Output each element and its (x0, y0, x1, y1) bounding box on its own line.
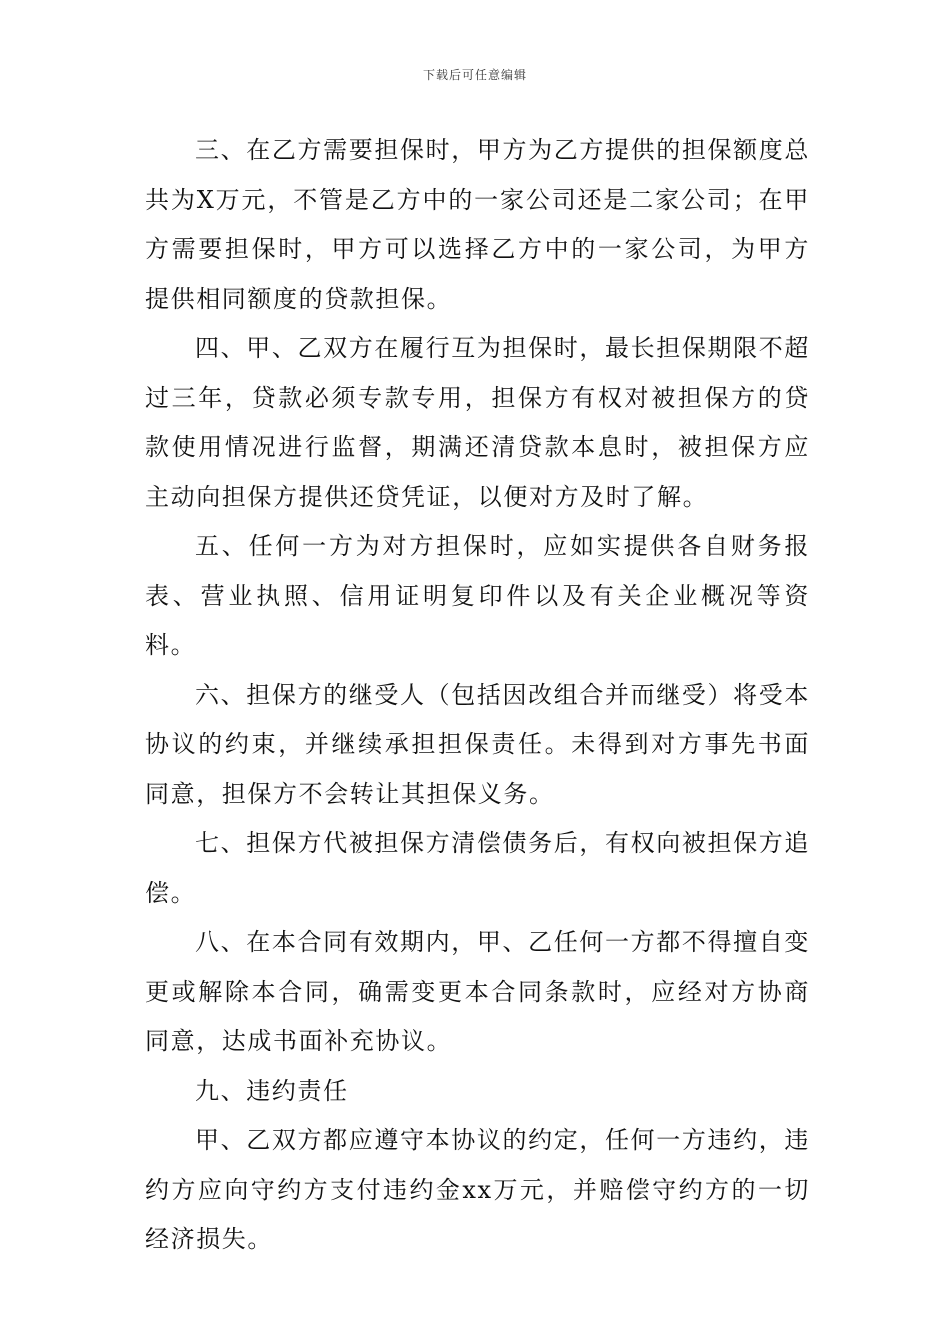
paragraph-clause-8: 八、在本合同有效期内，甲、乙任何一方都不得擅自变更或解除本合同，确需变更本合同条款时，应经对方协商同意，达成书面补充协议。 (145, 928, 810, 1055)
paragraph-clause-9-body: 甲、乙双方都应遵守本协议的约定，任何一方违约，违约方应向守约方支付违约金xx万元，并赔偿守约方的一切经济损失。 (145, 1126, 810, 1253)
paragraph-clause-6: 六、担保方的继受人（包括因改组合并而继受）将受本协议的约束，并继续承担担保责任。未得到对方事先书面同意，担保方不会转让其担保义务。 (145, 680, 810, 808)
paragraph-clause-5: 五、任何一方为对方担保时，应如实提供各自财务报表、营业执照、信用证明复印件以及有关企业概况等资料。 (145, 532, 810, 659)
paragraph-clause-3: 三、在乙方需要担保时，甲方为乙方提供的担保额度总共为X万元，不管是乙方中的一家公司还是二家公司；在甲方需要担保时，甲方可以选择乙方中的一家公司，为甲方提供相同额度的贷款担保。 (145, 136, 810, 313)
paragraph-clause-9-heading: 九、违约责任 (195, 1076, 349, 1105)
paragraph-clause-7: 七、担保方代被担保方清偿债务后，有权向被担保方追偿。 (145, 829, 810, 907)
paragraph-clause-4: 四、甲、乙双方在履行互为担保时，最长担保期限不超过三年，贷款必须专款专用，担保方有权对被担保方的贷款使用情况进行监督，期满还清贷款本息时，被担保方应主动向担保方提供还贷凭证，以便对方及时了解。 (145, 334, 810, 511)
header-note: 下载后可任意编辑 (422, 68, 527, 82)
document-body (145, 126, 810, 1265)
